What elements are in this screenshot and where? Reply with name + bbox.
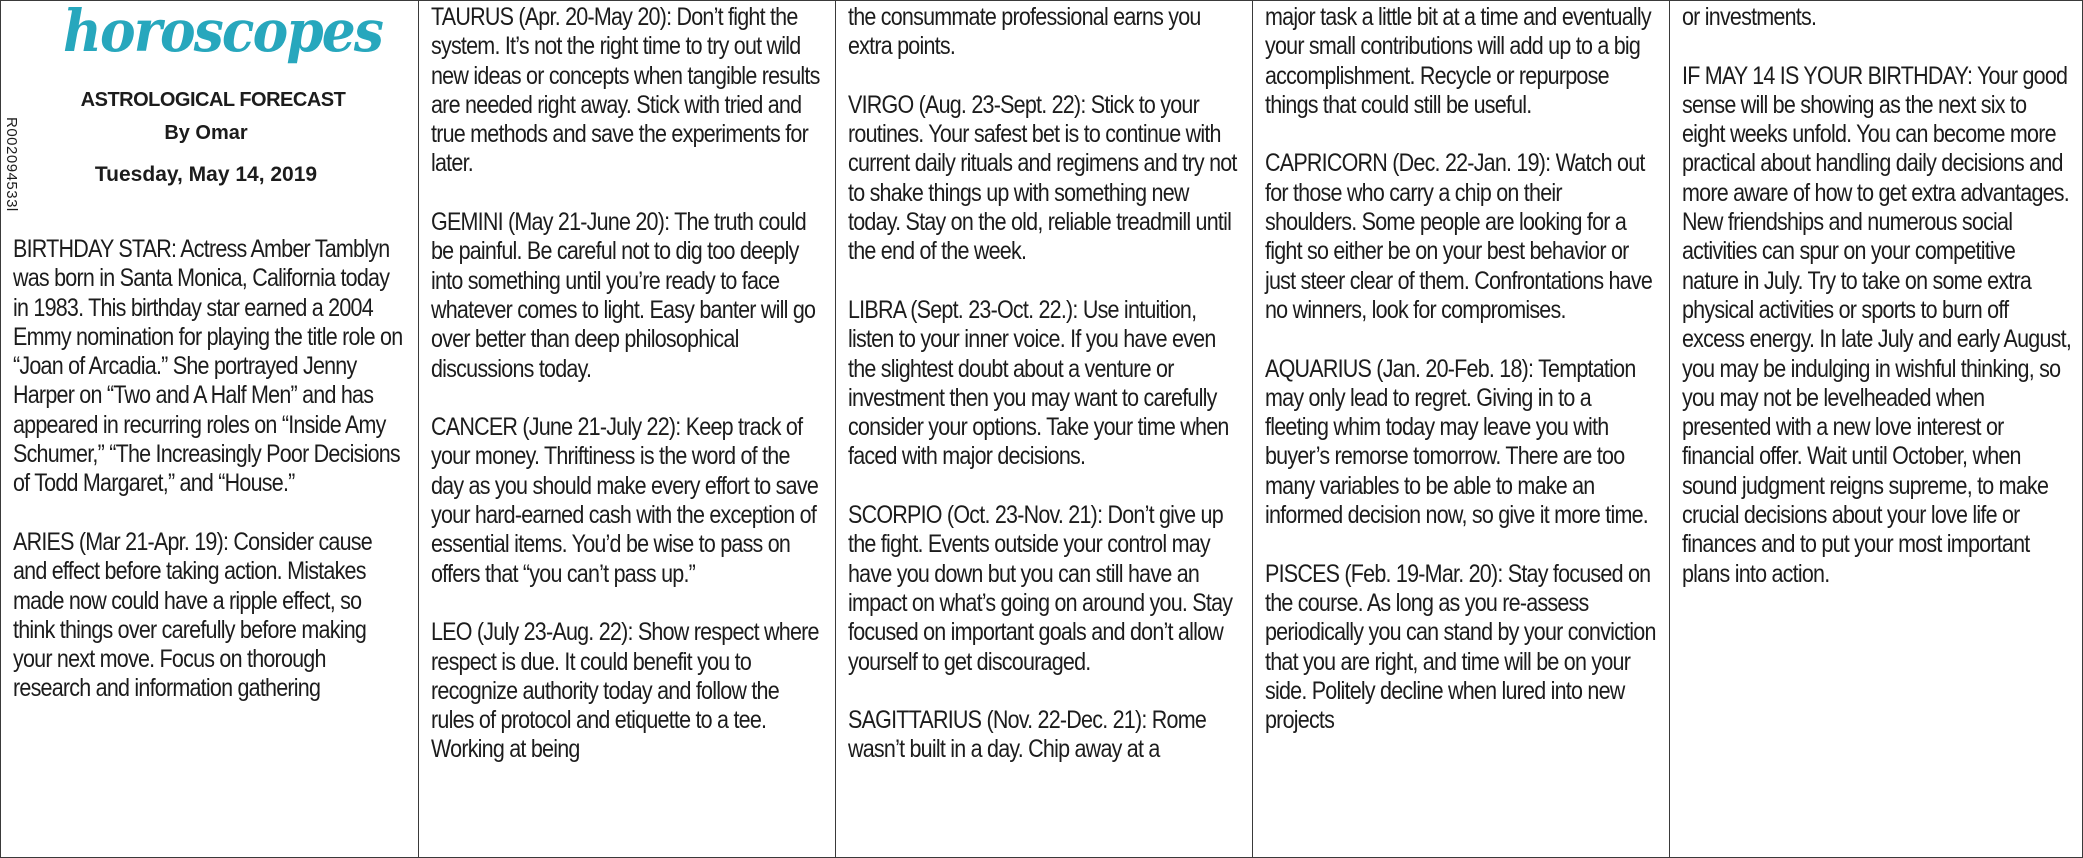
taurus-paragraph: TAURUS (Apr. 20-May 20): Don’t fight the system. It’s not the right time to try out wild new ideas or concepts when tangible results are needed right away. Stick with tried and true methods and save the experiments for later.: [431, 3, 820, 178]
cancer-paragraph: CANCER (June 21-July 22): Keep track of your money. Thriftiness is the word of the day as you should make every effort to save your hard-earned cash with the exception of essential items. You’d be wise to pass on offers that “you can’t pass up.”: [431, 413, 818, 588]
column-2: [419, 1, 836, 857]
masthead: [3, 0, 408, 235]
publication-date: Tuesday, May 14, 2019: [94, 163, 318, 186]
column-text: [1265, 3, 1658, 735]
virgo-paragraph: VIRGO (Aug. 23-Sept. 22): Stick to your routines. Your safest bet is to continue with current daily rituals and regimens and try not to shake things up with something new today. Stay on the old, reliable treadmill until the end of the week.: [848, 90, 1237, 266]
section-subtitle: ASTROLOGICAL FORECAST: [80, 89, 346, 111]
aquarius-paragraph: AQUARIUS (Jan. 20-Feb. 18): Temptation may only lead to regret. Giving in to a fleeting whim today may leave you with buyer’s remorse tomorrow. There are too many variables to be able to make an informed decision now, so give it more time.: [1265, 354, 1648, 530]
libra-paragraph: LIBRA (Sept. 23-Oct. 22.): Use intuition, listen to your inner voice. If you have even the slightest doubt about a venture or investment then you may want to carefully consider your options. Take your time when faced with major decisions.: [848, 295, 1229, 471]
pisces-continued-paragraph: or investments.: [1682, 3, 1817, 31]
column-text: [13, 235, 407, 704]
byline: By Omar: [164, 122, 248, 144]
leo-paragraph: LEO (July 23-Aug. 22): Show respect where respect is due. It could benefit you to recognize authority today and follow the rules of protocol and etiquette to a tee. Working at being: [431, 618, 819, 764]
leo-continued-paragraph: the consummate professional earns you extra points.: [848, 3, 1201, 61]
capricorn-paragraph: CAPRICORN (Dec. 22-Jan. 19): Watch out for those who carry a chip on their shoulders. Some people are looking for a fight so either be on your best behavior or just steer clear of them. Confrontations have no winners, look for compromises.: [1265, 149, 1653, 324]
column-1: [1, 1, 419, 857]
birthday-forecast-paragraph: IF MAY 14 IS YOUR BIRTHDAY: Your good sense will be showing as the next six to eight weeks unfold. You can become more practical about handling daily decisions and more aware of how to get extra advantages. New friendships and numerous social activities can spur on your competitive nature in July. Try to take on some extra physical activities or sports to burn off excess energy. In late July and early August, you may be indulging in wishful thinking, so you may not be levelheaded when presented with a new love interest or financial offer. Wait until October, when sound judgment reigns supreme, to make crucial decisions about your love life or finances and to put your most important plans into action.: [1682, 61, 2072, 588]
column-3: [836, 1, 1253, 857]
gemini-paragraph: GEMINI (May 21-June 20): The truth could be painful. Be careful not to dig too deeply into something until you’re ready to face whatever comes to light. Easy banter will go over better than deep philosophical discussions today.: [431, 208, 816, 383]
column-5: [1670, 1, 2082, 857]
pisces-paragraph: PISCES (Feb. 19-Mar. 20): Stay focused on the course. As long as you re-assess periodically you can stand by your conviction that you are right, and time will be on your side. Politely decline when lured into new projects: [1265, 559, 1656, 735]
column-text: [1682, 3, 2071, 589]
aries-paragraph: ARIES (Mar 21-Apr. 19): Consider cause and effect before taking action. Mistakes made now could have a ripple effect, so think things over carefully before making your next move. Focus on thorough research and information gathering: [13, 527, 372, 703]
ad-code: R002094533l: [3, 117, 20, 212]
birthday-star-paragraph: BIRTHDAY STAR: Actress Amber Tamblyn was born in Santa Monica, California today in 1983. This birthday star earned a 2004 Emmy nomination for playing the title role on “Joan of Arcadia.” She portrayed Jenny Harper on “Two and A Half Men” and has appeared in recurring roles on “Inside Amy Schumer,” “The Increasingly Poor Decisions of Todd Margaret,” and “House.”: [13, 235, 403, 498]
horoscopes-logo: horoscopes: [63, 0, 383, 65]
column-text: [431, 3, 824, 765]
column-text: [848, 3, 1241, 765]
scorpio-paragraph: SCORPIO (Oct. 23-Nov. 21): Don’t give up the fight. Events outside your control may have you down but you can still have an impact on what’s going on around you. Stay focused on important goals and don’t allow yourself to get discouraged.: [848, 501, 1233, 676]
column-4: [1253, 1, 1670, 857]
sagittarius-paragraph: SAGITTARIUS (Nov. 22-Dec. 21): Rome wasn’t built in a day. Chip away at a: [848, 706, 1207, 764]
sagittarius-continued-paragraph: major task a little bit at a time and eventually your small contributions will add up to a big accomplishment. Recycle or repurpose things that could still be useful.: [1265, 3, 1651, 119]
